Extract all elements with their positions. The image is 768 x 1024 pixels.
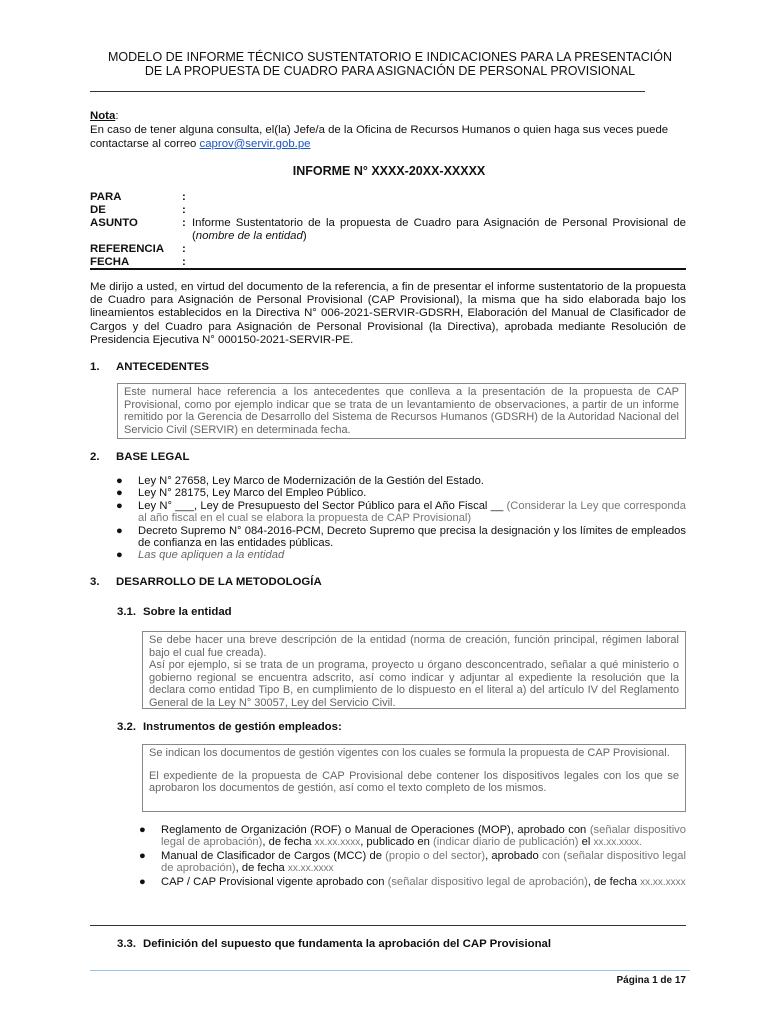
referencia-value bbox=[192, 243, 686, 256]
list-item bbox=[139, 875, 686, 889]
box-paragraph: Se debe hacer una breve descripción de la entidad (norma de creación, función principal, régimen laboral bajo el cual fue creada). bbox=[149, 634, 679, 659]
footer-divider bbox=[90, 970, 690, 971]
list-item bbox=[139, 849, 686, 876]
section-2-heading bbox=[90, 451, 189, 463]
subsection-number: 3.1. bbox=[117, 606, 136, 618]
section-title: ANTECEDENTES bbox=[116, 361, 210, 373]
title-divider bbox=[90, 91, 645, 92]
subsection-3-2-heading bbox=[117, 721, 342, 733]
list-item-text: Las que apliquen a la entidad bbox=[138, 549, 285, 562]
colon: : bbox=[182, 217, 186, 229]
asunto-close: ) bbox=[302, 230, 307, 242]
list-item bbox=[116, 499, 686, 525]
section-3-heading bbox=[90, 576, 322, 588]
note-label: Nota bbox=[90, 110, 116, 122]
asunto-entity-placeholder: nombre de la entidad bbox=[195, 230, 303, 242]
management-tools-list bbox=[139, 824, 687, 889]
fecha-label: FECHA bbox=[90, 256, 130, 268]
text: Reglamento de Organización (ROF) o Manual de Operaciones (MOP), aprobado con bbox=[161, 824, 590, 836]
section-title: BASE LEGAL bbox=[116, 451, 190, 463]
list-item-text: Ley N° ___, Ley de Presupuesto del Sector Público para el Año Fiscal __ bbox=[138, 499, 507, 512]
section-divider bbox=[90, 925, 686, 926]
text: , de fecha bbox=[262, 836, 315, 849]
management-tools-instruction-box bbox=[142, 744, 686, 812]
placeholder-text: con (señalar dispositivo legal de aprobación) bbox=[161, 849, 686, 875]
page-number: Página 1 de 17 bbox=[616, 975, 686, 986]
text: Manual de Clasificador de Cargos (MCC) de bbox=[161, 849, 386, 862]
box-paragraph: El expediente de la propuesta de CAP Provisional debe contener los dispositivos legales con los que se aprobaron los documentos de gestión, así como el texto completo de los mismos. bbox=[149, 769, 679, 794]
colon: : bbox=[182, 204, 186, 216]
box-paragraph: Se indican los documentos de gestión vigentes con los cuales se formula la propuesta de CAP Provisional. bbox=[149, 747, 670, 759]
date-placeholder: xx.xx.xxxx bbox=[314, 837, 361, 849]
subsection-title: Sobre la entidad bbox=[143, 606, 232, 618]
bullet: ● bbox=[116, 475, 123, 487]
legal-basis-list bbox=[116, 475, 686, 562]
text: el bbox=[578, 836, 594, 849]
list-item bbox=[116, 549, 686, 562]
text: CAP / CAP Provisional vigente aprobado con bbox=[161, 875, 388, 888]
subsection-number: 3.2. bbox=[117, 721, 136, 733]
subsection-title: Definición del supuesto que fundamenta la aprobación del CAP Provisional bbox=[143, 938, 552, 950]
section-number: 2. bbox=[90, 451, 100, 463]
bullet: ● bbox=[139, 849, 146, 862]
list-item bbox=[116, 524, 686, 550]
bullet: ● bbox=[116, 549, 123, 562]
de-value bbox=[192, 204, 686, 217]
date-placeholder: xx.xx.xxxx. bbox=[593, 837, 642, 849]
para-value bbox=[192, 191, 686, 204]
subsection-3-1-heading bbox=[117, 606, 232, 618]
placeholder-text: (propio o del sector) bbox=[385, 849, 486, 862]
colon: : bbox=[182, 191, 186, 203]
antecedentes-instruction-box: Este numeral hace referencia a los antecedentes que conlleva a la presentación de la propuesta de CAP Provisional, como por ejemplo indicar que se trata de un levantamiento de observaciones, a partir de un informe remitido por la Gerencia de Desarrollo del Sistema de Recursos Humanos (GDSRH) de la Autoridad Nacional del Servicio Civil (SERVIR) en determinada fecha. bbox=[117, 383, 686, 439]
list-item-note: (Considerar la Ley que corresponda al año fiscal en el cual se elabora la propuesta de CAP Provisional) bbox=[138, 499, 686, 525]
asunto-text: Informe Sustentatorio de la propuesta de Cuadro para Asignación de Personal Provisional de ( bbox=[192, 217, 686, 242]
note-text: En caso de tener alguna consulta, el(la) Jefe/a de la Oficina de Recursos Humanos o quien haga sus veces puede contactarse al correo bbox=[90, 124, 669, 150]
entity-instruction-box bbox=[142, 631, 686, 709]
para-label: PARA bbox=[90, 191, 122, 203]
title-line-1: MODELO DE INFORME TÉCNICO SUSTENTATORIO E INDICACIONES PARA LA PRESENTACIÓN bbox=[108, 50, 672, 64]
section-number: 3. bbox=[90, 576, 100, 588]
section-number: 1. bbox=[90, 361, 100, 373]
list-item-text: Decreto Supremo N° 084-2016-PCM, Decreto Supremo que precisa la designación y los límites de empleados de confianza en las entidades públicas. bbox=[138, 524, 686, 550]
subsection-number: 3.3. bbox=[117, 938, 136, 950]
bullet: ● bbox=[116, 487, 123, 500]
colon: : bbox=[182, 243, 186, 255]
document-title bbox=[90, 50, 690, 78]
title-line-2: DE LA PROPUESTA DE CUADRO PARA ASIGNACIÓN DE PERSONAL PROVISIONAL bbox=[144, 64, 636, 78]
text: , aprobado bbox=[485, 849, 542, 862]
subsection-3-3-heading bbox=[117, 938, 551, 950]
list-item-text: Ley N° 27658, Ley Marco de Modernización de la Gestión del Estado. bbox=[138, 475, 484, 487]
section-1-heading bbox=[90, 361, 209, 373]
bullet: ● bbox=[116, 499, 123, 512]
referencia-label: REFERENCIA bbox=[90, 243, 165, 255]
placeholder-text: (señalar dispositivo legal de aprobación) bbox=[387, 875, 588, 888]
text: , de fecha bbox=[235, 862, 288, 875]
header-divider bbox=[90, 268, 686, 270]
report-number: INFORME N° XXXX-20XX-XXXXX bbox=[292, 164, 486, 178]
asunto-label: ASUNTO bbox=[90, 217, 138, 229]
date-placeholder: xx.xx.xxxx bbox=[640, 876, 686, 888]
placeholder-text: (señalar dispositivo legal de aprobación) bbox=[161, 824, 687, 849]
intro-paragraph: Me dirijo a usted, en virtud del documento de la referencia, a fin de presentar el informe sustentatorio de la propuesta de Cuadro para Asignación de Personal Provisional (CAP Provisional), la misma que ha sido elaborada bajo los lineamientos establecidos en la Directiva N° 006-2021-SERVIR-GDSRH, Elaboración del Manual de Clasificador de Cargos y del Cuadro para Asignación de Personal Provisional (la Directiva), aprobada mediante Resolución de Presidencia Ejecutiva N° 000150-2021-SERVIR-PE. bbox=[90, 281, 686, 346]
placeholder-text: (indicar diario de publicación) bbox=[432, 836, 579, 849]
contact-email-link[interactable]: caprov@servir.gob.pe bbox=[199, 138, 311, 150]
de-label: DE bbox=[90, 204, 106, 216]
list-item bbox=[116, 475, 686, 487]
colon: : bbox=[182, 256, 186, 268]
section-title: DESARROLLO DE LA METODOLOGÍA bbox=[116, 576, 322, 588]
note-block: Nota: En caso de tener alguna consulta, el(la) Jefe/a de la Oficina de Recursos Humanos o quien haga sus veces puede contactarse al correo caprov@servir.gob.pe bbox=[90, 110, 669, 150]
bullet: ● bbox=[139, 824, 146, 836]
list-item-text: Ley N° 28175, Ley Marco del Empleo Público. bbox=[138, 487, 367, 500]
text: , publicado en bbox=[360, 836, 433, 849]
box-paragraph: Así por ejemplo, si se trata de un programa, proyecto u órgano desconcentrado, señalar a qué ministerio o gobierno regional se encuentra adscrito, así como indicar y adjuntar al expediente la resolución que la declara como entidad Tipo B, en cumplimiento de lo dispuesto en el literal a) del artículo IV del Reglamento General de la Ley N° 30057, Ley del Servicio Civil. bbox=[149, 659, 679, 709]
date-placeholder: xx.xx.xxxx bbox=[287, 863, 334, 875]
text: , de fecha bbox=[587, 875, 641, 888]
asunto-value bbox=[192, 217, 686, 243]
bullet: ● bbox=[139, 875, 146, 888]
list-item bbox=[116, 487, 686, 500]
list-item bbox=[139, 824, 687, 850]
subsection-title: Instrumentos de gestión empleados: bbox=[143, 721, 342, 733]
bullet: ● bbox=[116, 524, 123, 537]
memo-header bbox=[90, 191, 686, 269]
